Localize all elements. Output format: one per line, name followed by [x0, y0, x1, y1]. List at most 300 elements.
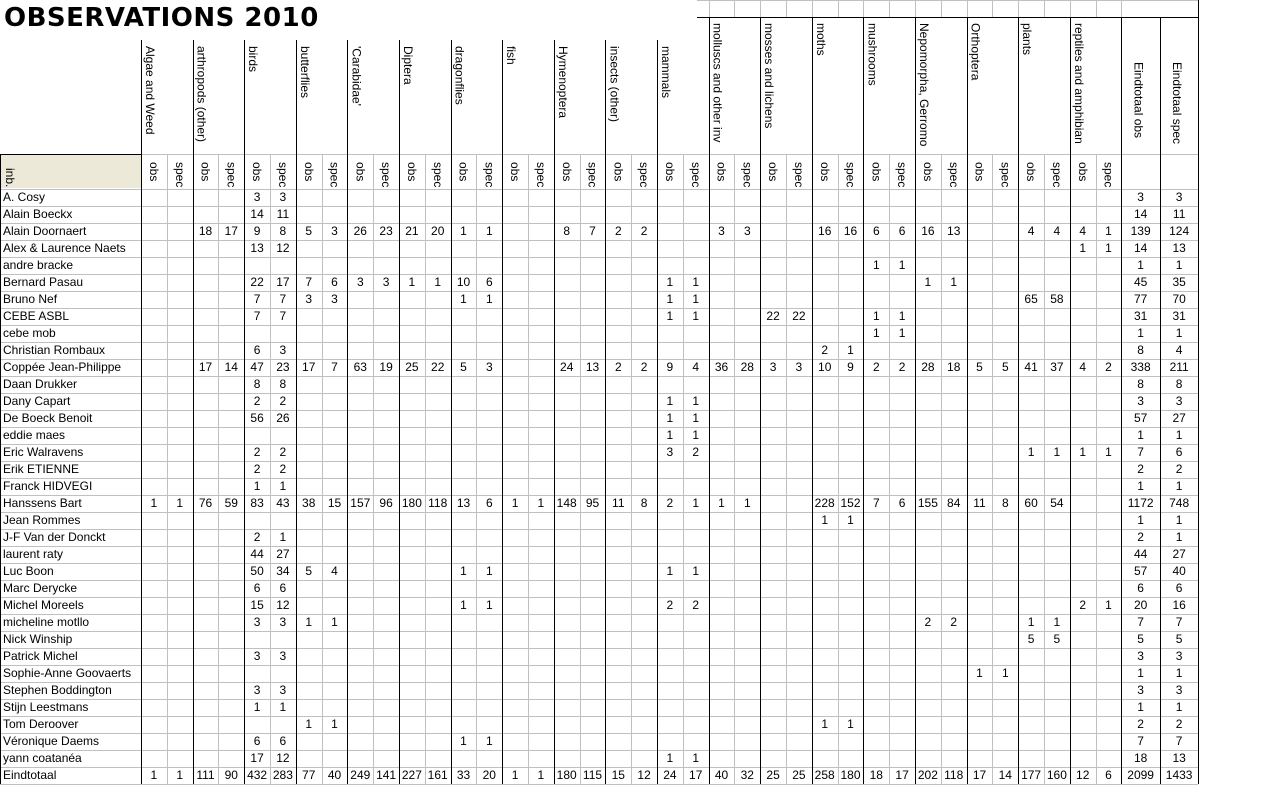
value-cell[interactable]: 6 [485, 275, 493, 289]
value-cell[interactable]: 1 [1079, 445, 1087, 459]
value-cell[interactable]: 47 [250, 360, 264, 374]
value-cell[interactable]: 1 [511, 496, 519, 510]
total-cell[interactable]: 3 [1137, 649, 1144, 663]
group-header-16[interactable]: Nepomorpha, Gerromo [917, 23, 931, 147]
value-cell[interactable]: 1 [485, 224, 493, 238]
value-cell[interactable]: 95 [585, 496, 600, 510]
value-cell[interactable]: 1 [847, 513, 854, 527]
value-cell[interactable]: 2 [924, 615, 932, 629]
value-cell[interactable]: 1 [1001, 666, 1009, 680]
total-cell[interactable]: 31 [1133, 309, 1148, 323]
value-cell[interactable]: 180 [840, 768, 861, 782]
value-cell[interactable]: 2 [692, 598, 700, 612]
total-cell[interactable]: 7 [1175, 734, 1183, 748]
value-cell[interactable]: 3 [331, 224, 338, 238]
value-cell[interactable]: 1 [434, 275, 442, 289]
total-cell[interactable]: 124 [1169, 224, 1190, 238]
value-cell[interactable]: 37 [1050, 360, 1064, 374]
value-cell[interactable]: 23 [276, 360, 290, 374]
total-cell[interactable]: 338 [1130, 360, 1151, 374]
total-cell[interactable]: 7 [1137, 615, 1144, 629]
value-cell[interactable]: 7 [872, 496, 880, 510]
obs-subheader[interactable]: obs [559, 162, 574, 182]
value-cell[interactable]: 6 [898, 496, 906, 510]
spec-subheader[interactable]: spec [585, 162, 600, 188]
total-cell[interactable]: 1 [1175, 700, 1183, 714]
value-cell[interactable]: 26 [276, 411, 290, 425]
total-cell[interactable]: 6 [1175, 445, 1183, 459]
value-cell[interactable]: 13 [585, 360, 600, 374]
value-cell[interactable]: 1 [150, 768, 158, 782]
value-cell[interactable]: 118 [944, 768, 964, 782]
total-cell[interactable]: 2 [1175, 462, 1183, 476]
value-cell[interactable]: 90 [224, 768, 238, 782]
value-cell[interactable]: 2 [279, 445, 287, 459]
total-cell[interactable]: 3 [1175, 683, 1183, 697]
value-cell[interactable]: 18 [869, 768, 883, 782]
observer-name[interactable]: Michel Moreels [3, 598, 84, 612]
value-cell[interactable]: 22 [792, 309, 806, 323]
value-cell[interactable]: 3 [718, 224, 725, 238]
value-cell[interactable]: 6 [485, 496, 493, 510]
value-cell[interactable]: 2 [253, 462, 261, 476]
value-cell[interactable]: 6 [253, 734, 261, 748]
total-cell[interactable]: 1 [1175, 513, 1183, 527]
total-cell[interactable]: 5 [1175, 632, 1183, 646]
value-cell[interactable]: 3 [331, 292, 338, 306]
value-cell[interactable]: 1 [924, 275, 932, 289]
value-cell[interactable]: 1 [692, 292, 700, 306]
value-cell[interactable]: 17 [689, 768, 703, 782]
value-cell[interactable]: 44 [250, 547, 264, 561]
obs-subheader[interactable]: obs [663, 162, 677, 182]
value-cell[interactable]: 14 [250, 207, 264, 221]
value-cell[interactable]: 1 [821, 513, 829, 527]
value-cell[interactable]: 13 [456, 496, 471, 510]
value-cell[interactable]: 15 [327, 496, 342, 510]
value-cell[interactable]: 1 [692, 564, 700, 578]
observer-name[interactable]: Daan Drukker [3, 377, 78, 391]
value-cell[interactable]: 3 [253, 190, 261, 204]
value-cell[interactable]: 8 [640, 496, 648, 510]
obs-subheader[interactable]: obs [714, 162, 729, 182]
value-cell[interactable]: 34 [276, 564, 290, 578]
obs-subheader[interactable]: obs [508, 162, 523, 182]
observer-name[interactable]: Bruno Nef [3, 292, 58, 306]
value-cell[interactable]: 16 [843, 224, 858, 238]
value-cell[interactable]: 3 [253, 683, 261, 697]
total-cell[interactable]: 1 [1175, 258, 1183, 272]
value-cell[interactable]: 1 [460, 734, 467, 748]
value-cell[interactable]: 24 [663, 768, 677, 782]
value-cell[interactable]: 3 [666, 445, 674, 459]
value-cell[interactable]: 5 [460, 360, 467, 374]
value-cell[interactable]: 7 [279, 309, 287, 323]
value-cell[interactable]: 20 [482, 768, 496, 782]
value-cell[interactable]: 1 [460, 598, 467, 612]
spec-subheader[interactable]: spec [1050, 162, 1064, 188]
observer-name[interactable]: andre bracke [3, 258, 74, 272]
value-cell[interactable]: 1 [666, 428, 674, 442]
value-cell[interactable]: 28 [921, 360, 935, 374]
group-header-10[interactable]: insects (other) [607, 46, 622, 123]
value-cell[interactable]: 1 [950, 275, 958, 289]
value-cell[interactable]: 43 [276, 496, 290, 510]
value-cell[interactable]: 11 [973, 496, 986, 510]
total-cell[interactable]: 16 [1172, 598, 1186, 612]
value-cell[interactable]: 17 [198, 360, 213, 374]
spec-subheader[interactable]: spec [276, 162, 290, 188]
total-cell[interactable]: 8 [1137, 377, 1144, 391]
value-cell[interactable]: 1 [485, 292, 493, 306]
total-cell[interactable]: 748 [1169, 496, 1190, 510]
spec-subheader[interactable]: spec [637, 162, 652, 188]
value-cell[interactable]: 9 [253, 224, 261, 238]
value-cell[interactable]: 83 [250, 496, 264, 510]
value-cell[interactable]: 1 [511, 768, 519, 782]
value-cell[interactable]: 1 [692, 275, 700, 289]
total-cell[interactable]: 2 [1137, 462, 1144, 476]
total-cell[interactable]: 70 [1172, 292, 1186, 306]
value-cell[interactable]: 115 [582, 768, 603, 782]
observer-name[interactable]: Stijn Leestmans [3, 700, 89, 714]
observer-name[interactable]: Nick Winship [3, 632, 73, 646]
value-cell[interactable]: 22 [431, 360, 445, 374]
value-cell[interactable]: 1 [1053, 445, 1061, 459]
value-cell[interactable]: 3 [769, 360, 777, 374]
value-cell[interactable]: 1 [847, 717, 854, 731]
value-cell[interactable]: 14 [998, 768, 1012, 782]
value-cell[interactable]: 33 [456, 768, 471, 782]
spec-subheader[interactable]: spec [482, 162, 497, 188]
total-cell[interactable]: 1433 [1165, 768, 1193, 782]
total-cell[interactable]: 11 [1172, 207, 1186, 221]
group-header-3[interactable]: birds [246, 46, 261, 73]
total-cell[interactable]: 1 [1175, 666, 1183, 680]
value-cell[interactable]: 18 [198, 224, 213, 238]
value-cell[interactable]: 155 [917, 496, 938, 510]
obs-subheader[interactable]: obs [405, 162, 419, 182]
value-cell[interactable]: 1 [718, 496, 725, 510]
total-cell[interactable]: 57 [1133, 564, 1148, 578]
spec-subheader[interactable]: spec [740, 162, 755, 188]
value-cell[interactable]: 1 [666, 275, 674, 289]
value-cell[interactable]: 38 [302, 496, 316, 510]
spec-subheader[interactable]: spec [430, 162, 445, 188]
observer-name[interactable]: Coppée Jean-Philippe [3, 360, 122, 374]
corner-cell[interactable] [0, 154, 141, 188]
value-cell[interactable]: 1 [279, 479, 287, 493]
value-cell[interactable]: 7 [279, 292, 287, 306]
value-cell[interactable]: 84 [947, 496, 961, 510]
spec-subheader[interactable]: spec [946, 162, 961, 188]
value-cell[interactable]: 4 [692, 360, 700, 374]
spec-subheader[interactable]: spec [792, 162, 806, 188]
value-cell[interactable]: 54 [1050, 496, 1064, 510]
total-cell[interactable]: 20 [1133, 598, 1148, 612]
value-cell[interactable]: 1 [692, 496, 700, 510]
value-cell[interactable]: 1 [666, 751, 674, 765]
value-cell[interactable]: 2 [279, 394, 287, 408]
value-cell[interactable]: 2 [666, 496, 674, 510]
value-cell[interactable]: 3 [795, 360, 803, 374]
value-cell[interactable]: 8 [279, 224, 287, 238]
value-cell[interactable]: 26 [353, 224, 367, 238]
value-cell[interactable]: 3 [253, 649, 261, 663]
value-cell[interactable]: 1 [898, 258, 906, 272]
value-cell[interactable]: 18 [947, 360, 961, 374]
value-cell[interactable]: 8 [253, 377, 261, 391]
obs-subheader[interactable]: obs [921, 162, 935, 182]
value-cell[interactable]: 227 [401, 768, 422, 782]
observer-name[interactable]: Bernard Pasau [3, 275, 84, 289]
total-cell[interactable]: 3 [1137, 190, 1144, 204]
value-cell[interactable]: 180 [401, 496, 422, 510]
value-cell[interactable]: 2 [640, 224, 648, 238]
spec-subheader[interactable]: spec [998, 162, 1013, 188]
value-cell[interactable]: 249 [350, 768, 371, 782]
value-cell[interactable]: 1 [253, 479, 261, 493]
obs-subheader[interactable]: obs [250, 162, 265, 182]
total-cell[interactable]: 35 [1172, 275, 1186, 289]
observer-name[interactable]: Jean Rommes [3, 513, 81, 527]
value-cell[interactable]: 17 [895, 768, 909, 782]
total-cell[interactable]: 14 [1133, 241, 1148, 255]
value-cell[interactable]: 3 [279, 615, 287, 629]
observer-name[interactable]: J-F Van der Donckt [3, 530, 106, 544]
value-cell[interactable]: 40 [327, 768, 342, 782]
spec-subheader[interactable]: spec [843, 162, 858, 188]
observer-name[interactable]: CEBE ASBL [3, 309, 70, 323]
value-cell[interactable]: 25 [792, 768, 806, 782]
value-cell[interactable]: 15 [250, 598, 264, 612]
observer-name[interactable]: micheline motllo [3, 615, 90, 629]
value-cell[interactable]: 96 [379, 496, 393, 510]
total-cell[interactable]: 27 [1172, 547, 1186, 561]
value-cell[interactable]: 12 [637, 768, 651, 782]
value-cell[interactable]: 15 [611, 768, 625, 782]
value-cell[interactable]: 24 [560, 360, 574, 374]
observer-name[interactable]: Stephen Boddington [3, 683, 112, 697]
total-cell[interactable]: 77 [1133, 292, 1148, 306]
value-cell[interactable]: 1 [692, 309, 700, 323]
value-cell[interactable]: 3 [279, 683, 287, 697]
value-cell[interactable]: 4 [331, 564, 338, 578]
value-cell[interactable]: 5 [305, 224, 313, 238]
value-cell[interactable]: 1 [485, 564, 493, 578]
value-cell[interactable]: 10 [818, 360, 832, 374]
value-cell[interactable]: 1 [331, 615, 338, 629]
value-cell[interactable]: 2 [1105, 360, 1112, 374]
observer-name[interactable]: A. Cosy [3, 190, 46, 204]
value-cell[interactable]: 5 [305, 564, 313, 578]
spec-subheader[interactable]: spec [688, 162, 703, 188]
total-cell[interactable]: 1 [1137, 428, 1144, 442]
group-header-19[interactable]: reptiles and amphibian [1071, 23, 1086, 144]
value-cell[interactable]: 6 [898, 224, 906, 238]
value-cell[interactable]: 111 [196, 768, 215, 782]
observer-name[interactable]: Marc Derycke [3, 581, 78, 595]
value-cell[interactable]: 1 [460, 564, 467, 578]
total-cell[interactable]: 14 [1133, 207, 1148, 221]
observer-name[interactable]: Franck HIDVEGI [3, 479, 93, 493]
total-cell[interactable]: 1172 [1127, 496, 1154, 510]
total-cell[interactable]: 3 [1137, 394, 1144, 408]
value-cell[interactable]: 2 [692, 445, 700, 459]
value-cell[interactable]: 17 [224, 224, 238, 238]
value-cell[interactable]: 2 [872, 360, 880, 374]
value-cell[interactable]: 1 [666, 309, 674, 323]
group-header-13[interactable]: mosses and lichens [762, 23, 777, 129]
value-cell[interactable]: 13 [250, 241, 264, 255]
value-cell[interactable]: 160 [1046, 768, 1067, 782]
value-cell[interactable]: 161 [427, 768, 448, 782]
value-cell[interactable]: 1 [847, 343, 854, 357]
observer-name[interactable]: Luc Boon [3, 564, 54, 578]
value-cell[interactable]: 1 [176, 768, 184, 782]
spec-subheader[interactable]: spec [224, 162, 239, 188]
value-cell[interactable]: 1 [821, 717, 829, 731]
value-cell[interactable]: 3 [356, 275, 364, 289]
observer-name[interactable]: laurent raty [3, 547, 64, 561]
spec-subheader[interactable]: spec [1101, 162, 1116, 188]
obs-subheader[interactable]: obs [147, 162, 161, 182]
value-cell[interactable]: 12 [276, 751, 290, 765]
obs-subheader[interactable]: obs [1024, 162, 1039, 182]
spec-subheader[interactable]: spec [327, 162, 342, 188]
observer-name[interactable]: Dany Capart [3, 394, 71, 408]
observer-name[interactable]: De Boeck Benoit [3, 411, 93, 425]
total-cell[interactable]: 31 [1172, 309, 1186, 323]
total-cell[interactable]: 2 [1175, 717, 1183, 731]
obs-subheader[interactable]: obs [301, 162, 316, 182]
value-cell[interactable]: 1 [692, 394, 700, 408]
value-cell[interactable]: 180 [556, 768, 577, 782]
total-row-label[interactable]: Eindtotaal [3, 768, 57, 782]
value-cell[interactable]: 1 [692, 428, 700, 442]
value-cell[interactable]: 118 [428, 496, 448, 510]
value-cell[interactable]: 17 [250, 751, 264, 765]
value-cell[interactable]: 16 [921, 224, 935, 238]
total-cell[interactable]: 1 [1137, 666, 1144, 680]
value-cell[interactable]: 9 [666, 360, 674, 374]
group-header-12[interactable]: molluscs and other inv [710, 23, 725, 143]
value-cell[interactable]: 20 [431, 224, 445, 238]
obs-subheader[interactable]: obs [972, 162, 987, 182]
observer-name[interactable]: yann coatanéa [3, 751, 82, 765]
total-cell[interactable]: 139 [1130, 224, 1151, 238]
value-cell[interactable]: 36 [714, 360, 729, 374]
value-cell[interactable]: 22 [766, 309, 780, 323]
value-cell[interactable]: 228 [814, 496, 835, 510]
value-cell[interactable]: 2 [666, 598, 674, 612]
observer-name[interactable]: Sophie-Anne Goovaerts [3, 666, 132, 680]
group-header-7[interactable]: dragonflies [452, 46, 467, 105]
value-cell[interactable]: 258 [814, 768, 835, 782]
total-cell[interactable]: 211 [1169, 360, 1189, 374]
value-cell[interactable]: 32 [740, 768, 754, 782]
total-cell[interactable]: 27 [1172, 411, 1186, 425]
total-cell[interactable]: 1 [1175, 428, 1183, 442]
spec-subheader[interactable]: spec [534, 162, 548, 188]
group-header-17[interactable]: Orthoptera [968, 23, 983, 81]
value-cell[interactable]: 6 [1105, 768, 1112, 782]
group-header-11[interactable]: mammals [659, 46, 673, 99]
value-cell[interactable]: 1 [976, 666, 983, 680]
value-cell[interactable]: 58 [1050, 292, 1064, 306]
value-cell[interactable]: 2 [640, 360, 648, 374]
value-cell[interactable]: 432 [247, 768, 268, 782]
value-cell[interactable]: 1 [537, 496, 545, 510]
total-cell[interactable]: 44 [1133, 547, 1148, 561]
value-cell[interactable]: 1 [1053, 615, 1061, 629]
value-cell[interactable]: 1 [666, 292, 674, 306]
spec-subheader[interactable]: spec [379, 162, 394, 188]
obs-subheader[interactable]: obs [611, 162, 626, 182]
value-cell[interactable]: 40 [714, 768, 729, 782]
value-cell[interactable]: 2 [898, 360, 906, 374]
value-cell[interactable]: 7 [589, 224, 596, 238]
value-cell[interactable]: 12 [1076, 768, 1090, 782]
value-cell[interactable]: 1 [485, 598, 493, 612]
value-cell[interactable]: 1 [872, 258, 880, 272]
value-cell[interactable]: 3 [279, 190, 287, 204]
value-cell[interactable]: 9 [847, 360, 854, 374]
value-cell[interactable]: 283 [272, 768, 293, 782]
value-cell[interactable]: 3 [305, 292, 313, 306]
total-cell[interactable]: 5 [1137, 632, 1144, 646]
value-cell[interactable]: 1 [666, 411, 674, 425]
value-cell[interactable]: 4 [1079, 224, 1087, 238]
value-cell[interactable]: 8 [563, 224, 571, 238]
value-cell[interactable]: 1 [305, 615, 313, 629]
value-cell[interactable]: 8 [1001, 496, 1009, 510]
total-cell[interactable]: 2 [1137, 530, 1144, 544]
total-cell[interactable]: 7 [1137, 734, 1144, 748]
value-cell[interactable]: 2 [253, 394, 261, 408]
value-cell[interactable]: 1 [460, 224, 467, 238]
group-header-6[interactable]: Diptera [401, 46, 415, 85]
value-cell[interactable]: 25 [405, 360, 419, 374]
total-cell[interactable]: 1 [1137, 326, 1144, 340]
observer-name[interactable]: Alain Boeckx [3, 207, 73, 221]
group-header-1[interactable]: Algae and Weed [143, 46, 157, 135]
observer-name[interactable]: Alex & Laurence Naets [3, 241, 126, 255]
value-cell[interactable]: 16 [818, 224, 832, 238]
observer-name[interactable]: cebe mob [3, 326, 56, 340]
value-cell[interactable]: 1 [485, 734, 493, 748]
total-cell[interactable]: 3 [1175, 649, 1183, 663]
value-cell[interactable]: 14 [224, 360, 238, 374]
value-cell[interactable]: 1 [692, 411, 700, 425]
group-header-15[interactable]: mushrooms [865, 23, 880, 86]
total-cell[interactable]: 6 [1137, 581, 1144, 595]
value-cell[interactable]: 6 [279, 581, 287, 595]
total-cell[interactable]: 6 [1175, 581, 1183, 595]
value-cell[interactable]: 1 [1027, 615, 1035, 629]
observer-name[interactable]: Alain Doornaert [3, 224, 87, 238]
value-cell[interactable]: 12 [276, 241, 290, 255]
value-cell[interactable]: 1 [1105, 445, 1112, 459]
observer-name[interactable]: Christian Rombaux [3, 343, 106, 357]
value-cell[interactable]: 4 [1027, 224, 1035, 238]
value-cell[interactable]: 3 [253, 615, 261, 629]
value-cell[interactable]: 3 [485, 360, 493, 374]
value-cell[interactable]: 41 [1024, 360, 1038, 374]
value-cell[interactable]: 19 [379, 360, 393, 374]
value-cell[interactable]: 202 [917, 768, 938, 782]
value-cell[interactable]: 1 [408, 275, 416, 289]
